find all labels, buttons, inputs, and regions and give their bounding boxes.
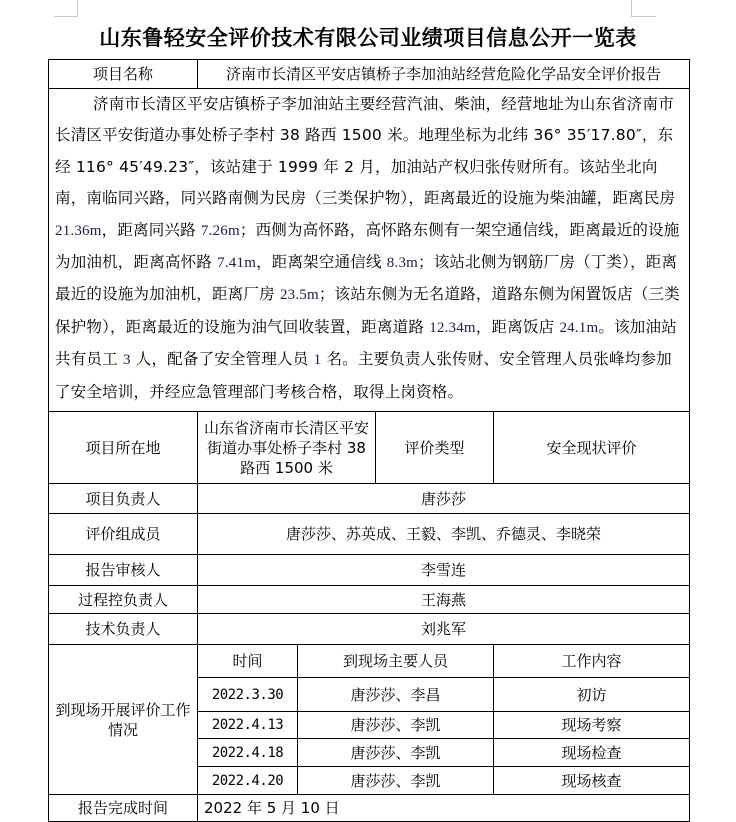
completion-label: 报告完成时间 — [49, 795, 198, 822]
row-process-control — [49, 586, 690, 614]
desc-number: 23.5m — [279, 287, 319, 304]
site-work-header-time: 时间 — [198, 645, 298, 678]
project-leader-label: 项目负责人 — [49, 484, 198, 514]
site-work-header-personnel: 到现场主要人员 — [298, 645, 494, 678]
row-description — [49, 89, 690, 412]
location-label: 项目所在地 — [49, 412, 198, 484]
row-project-leader — [49, 484, 690, 514]
desc-number: 21.36m — [55, 222, 102, 239]
desc-text: ，距离架空通信线 — [256, 253, 387, 272]
desc-text: ；西侧为高怀路，高怀路东侧有一架空通信线，距离最近的设施为加油机，距离高怀路 — [55, 220, 680, 272]
report-reviewer-value: 李雪连 — [198, 555, 690, 586]
page-corner-mark-left — [54, 0, 78, 17]
desc-number: 12.34m — [429, 319, 476, 336]
site-work-date: 2022.3.30 — [198, 678, 298, 712]
desc-text: ，距离饭店 — [475, 317, 560, 336]
page-corner-mark-right — [631, 0, 656, 17]
site-work-date: 2022.4.13 — [198, 712, 298, 739]
site-work-content: 现场核查 — [494, 767, 690, 795]
desc-text: 济南市长清区平安店镇桥子李加油站主要经营汽油、柴油，经营地址为山东省济南市长清区平安街道办事处桥子李村 38 路西 1500 米。地理坐标为北纬 36° 35′17.80″，东经 116° 45′49.23″，该站建于 1999 年 2 月，加油站产权归张传财所有。该站坐北向南，南临同兴路，同兴路南侧为民房（三类保护物），距离最近的设施为柴油罐，距离民房 — [55, 95, 676, 208]
site-work-personnel: 唐莎莎、李凯 — [298, 767, 494, 795]
site-work-label: 到现场开展评价工作情况 — [49, 645, 198, 795]
project-name-value: 济南市长清区平安店镇桥子李加油站经营危险化学品安全评价报告 — [198, 60, 690, 89]
desc-number: 24.1m — [559, 319, 599, 336]
project-name-label: 项目名称 — [49, 60, 198, 89]
team-members-value: 唐莎莎、苏英成、王毅、李凯、乔德灵、李晓荣 — [198, 514, 690, 555]
row-project-name — [49, 60, 690, 89]
row-team-members — [49, 514, 690, 555]
desc-number: 7.26m — [200, 222, 240, 239]
document-title: 山东鲁轻安全评价技术有限公司业绩项目信息公开一览表 — [99, 25, 637, 50]
evaluation-type-value: 安全现状评价 — [494, 412, 690, 484]
row-site-work-header — [49, 645, 690, 678]
process-control-value: 王海燕 — [198, 586, 690, 614]
project-description — [49, 89, 690, 412]
desc-text: 。该加油站共有员工 — [55, 317, 677, 369]
site-work-content: 现场考察 — [494, 712, 690, 739]
site-work-date: 2022.4.20 — [198, 767, 298, 795]
row-location — [49, 412, 690, 484]
desc-text: 名。主要负责人张传财、安全管理人员张峰均参加了安全培训，并经应急管理部门考核合格，取得上岗资格。 — [55, 350, 672, 401]
location-value: 山东省济南市长清区平安街道办事处桥子李村 38 路西 1500 米 — [198, 412, 376, 484]
completion-value: 2022 年 5 月 10 日 — [198, 795, 690, 822]
process-control-label: 过程控负责人 — [49, 586, 198, 614]
project-info-table — [48, 59, 690, 822]
row-completion — [49, 795, 690, 822]
desc-text: 人，配备了安全管理人员 — [130, 350, 314, 369]
site-work-personnel: 唐莎莎、李凯 — [298, 739, 494, 767]
technical-lead-value: 刘兆军 — [198, 614, 690, 645]
desc-text: ；该站东侧为无名道路，道路东侧为闲置饭店（三类保护物），距离最近的设施为油气回收装置，距离道路 — [55, 285, 680, 336]
evaluation-type-label: 评价类型 — [376, 412, 494, 484]
desc-number: 7.41m — [217, 255, 257, 272]
site-work-content: 初访 — [494, 678, 690, 712]
site-work-content: 现场检查 — [494, 739, 690, 767]
site-work-personnel: 唐莎莎、李凯 — [298, 712, 494, 739]
project-leader-value: 唐莎莎 — [198, 484, 690, 514]
desc-number: 1 — [313, 352, 322, 369]
site-work-personnel: 唐莎莎、李昌 — [298, 678, 494, 712]
row-technical-lead — [49, 614, 690, 645]
desc-text: ，距离同兴路 — [101, 220, 201, 239]
row-report-reviewer — [49, 555, 690, 586]
report-reviewer-label: 报告审核人 — [49, 555, 198, 586]
site-work-header-content: 工作内容 — [494, 645, 690, 678]
team-members-label: 评价组成员 — [49, 514, 198, 555]
technical-lead-label: 技术负责人 — [49, 614, 198, 645]
desc-number: 8.3m — [386, 255, 419, 272]
desc-number: 3 — [122, 352, 131, 369]
desc-text: ；该站北侧为钢筋厂房（丁类），距离最近的设施为加油机，距离厂房 — [55, 253, 678, 304]
site-work-date: 2022.4.18 — [198, 739, 298, 767]
